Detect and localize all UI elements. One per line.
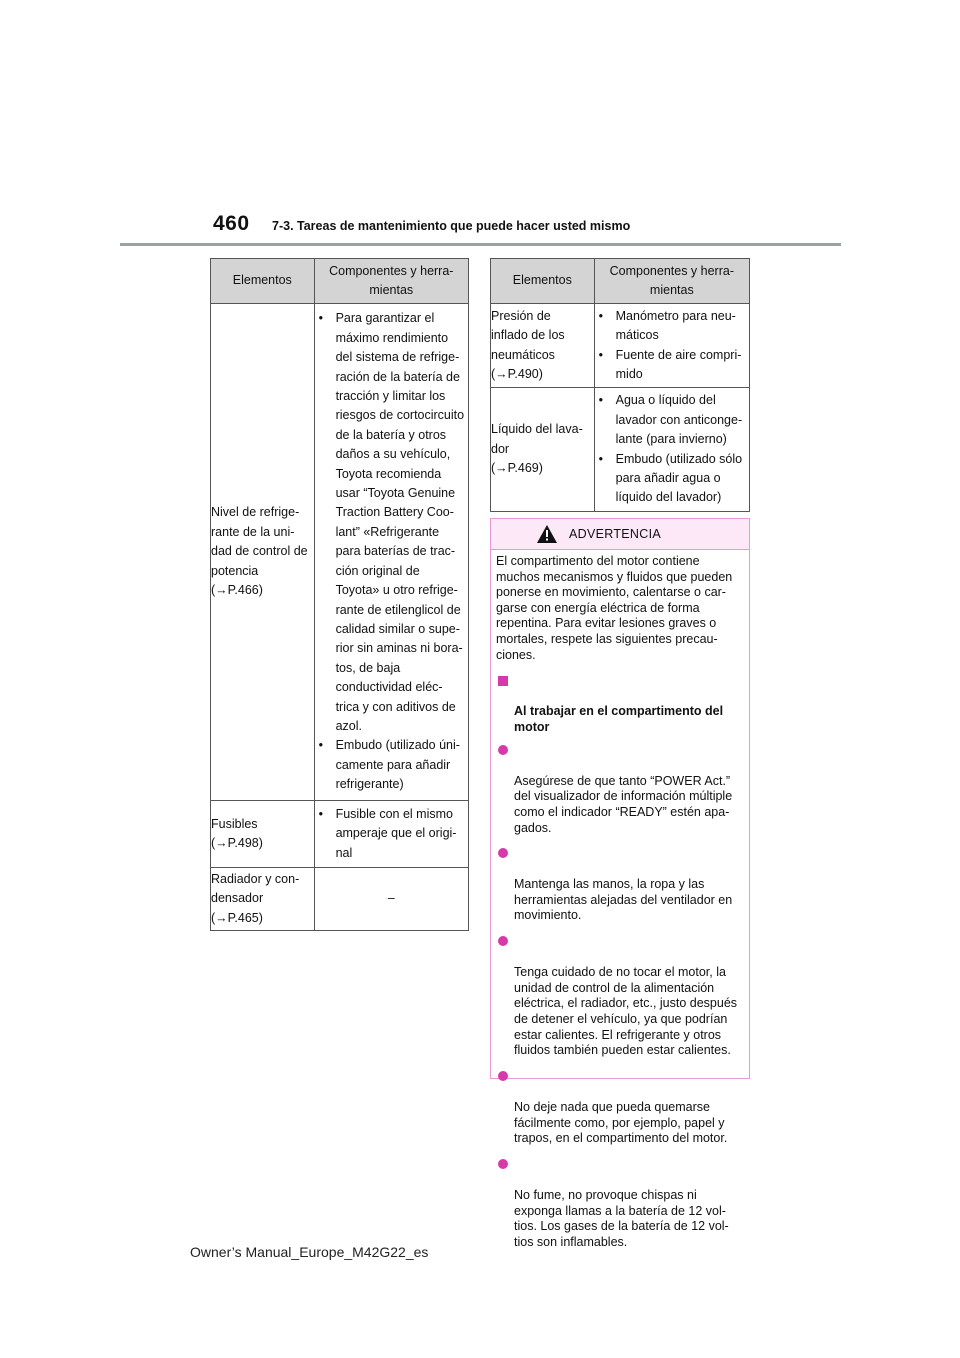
warning-item: [496, 1069, 743, 1147]
tools-cell: [594, 304, 749, 388]
table-row: [211, 801, 469, 868]
circle-bullet-icon: [498, 848, 508, 858]
item-cell: Fusibles (→P.498): [211, 801, 315, 868]
tools-cell: [594, 388, 749, 512]
warning-item-text: Tenga cuidado de no tocar el motor, la unidad de control de la alimentación eléctrica, el radiador, etc., justo después de detener el vehículo, ya que podrían estar calientes. El refrigerante y otros fluidos también pueden estar calientes.: [514, 965, 738, 1058]
warning-item: [496, 1157, 743, 1251]
item-cell: Líquido del lava- dor (→P.469): [491, 388, 595, 512]
warning-item: [496, 743, 743, 837]
circle-bullet-icon: [498, 1071, 508, 1081]
warning-item-text: No fume, no provoque chispas ni exponga llamas a la batería de 12 vol- tios. Los gases de la batería de 12 vol- tios son inflamables.: [514, 1187, 729, 1249]
table-row: [491, 304, 750, 388]
tools-list: [595, 391, 749, 507]
column-header-tools: [594, 259, 749, 304]
tools-list-item: • Embudo (utilizado úni- camente para añadir refrigerante): [315, 736, 468, 794]
tools-list-item: • Fusible con el mismo amperaje que el origi- nal: [315, 805, 468, 863]
warning-intro: El compartimento del motor contiene muchos mecanismos y fluidos que pueden ponerse en movimiento, calentarse o car- garse con energía eléctrica de forma repentina. Para evitar lesiones graves o mortales, respete las siguientes precau- ciones.: [496, 554, 733, 662]
warning-triangle-icon: [537, 525, 557, 543]
warning-subheading-text: Al trabajar en el compartimento del motor: [514, 704, 724, 734]
square-bullet-icon: [498, 676, 508, 686]
table-header-row: [211, 259, 469, 304]
footer-manual-id: Owner’s Manual_Europe_M42G22_es: [190, 1244, 429, 1260]
table-row: [491, 388, 750, 512]
maintenance-table-right: [490, 258, 750, 512]
column-header-tools-line2: mientas: [649, 283, 694, 297]
warning-title: ADVERTENCIA: [569, 527, 661, 541]
tools-list-item: • Embudo (utilizado sólo para añadir agua o líquido del lavador): [595, 450, 749, 508]
maintenance-table-left: [210, 258, 469, 931]
tools-list-item: • Fuente de aire compri- mido: [595, 346, 749, 385]
item-cell: Presión de inflado de los neumáticos (→P.490): [491, 304, 595, 388]
warning-item-text: No deje nada que pueda quemarse fácilmente como, por ejemplo, papel y trapos, en el compartimento del motor.: [514, 1100, 728, 1146]
circle-bullet-icon: [498, 745, 508, 755]
section-title: 7-3. Tareas de mantenimiento que puede hacer usted mismo: [272, 219, 631, 233]
header-rule: [120, 243, 841, 246]
warning-item: [496, 846, 743, 924]
warning-item-text: Asegúrese de que tanto “POWER Act.” del visualizador de información múltiple como el indicador “READY” estén apa- gados.: [514, 773, 733, 835]
warning-header: [491, 519, 749, 550]
circle-bullet-icon: [498, 1159, 508, 1169]
tools-cell: [314, 304, 468, 801]
tools-list-item: • Para garantizar el máximo rendimiento del sistema de refrige- ración de la batería de tracción y limitar los riesgos de cortocircuito de la batería y otros daños a su vehículo, Toyota recomienda usar “Toyota Genuine Traction Battery Coo- lant” «Refrigerante para baterías de trac- ción original de Toyota» u otro refrige- rante de etilenglicol de calidad similar o supe- rior sin aminas ni bora- tos, de baja conductividad eléc- trica y con aditivos de azol.: [315, 309, 468, 736]
page-number: 460: [213, 212, 250, 235]
tools-list: [315, 309, 468, 794]
tools-list-item: • Manómetro para neu- máticos: [595, 307, 749, 346]
warning-item-text: Mantenga las manos, la ropa y las herramientas alejadas del ventilador en movimiento.: [514, 877, 733, 923]
warning-item: [496, 934, 743, 1059]
warning-box: [490, 518, 750, 1249]
tools-list-item: • Agua o líquido del lavador con anticonge- lante (para invierno): [595, 391, 749, 449]
column-header-tools-line1: Componentes y herra-: [609, 263, 734, 278]
item-cell: Nivel de refrige- rante de la uni- dad de control de potencia (→P.466): [211, 304, 315, 801]
circle-bullet-icon: [498, 936, 508, 946]
column-header-items: Elementos: [491, 259, 595, 304]
table-header-row: [491, 259, 750, 304]
item-cell: Radiador y con- densador (→P.465): [211, 868, 315, 931]
tools-list: [315, 805, 468, 863]
column-header-tools-line1: Componentes y herra-: [329, 263, 454, 278]
column-header-tools-line2: mientas: [369, 283, 414, 297]
tools-list: [595, 307, 749, 385]
tools-cell: [314, 801, 468, 868]
column-header-items: Elementos: [211, 259, 315, 304]
warning-subheading: [496, 673, 743, 735]
tools-cell-empty: –: [314, 868, 468, 931]
table-row: [211, 304, 469, 801]
column-header-tools: [314, 259, 468, 304]
warning-body: [491, 550, 749, 1250]
table-row: [211, 868, 469, 931]
